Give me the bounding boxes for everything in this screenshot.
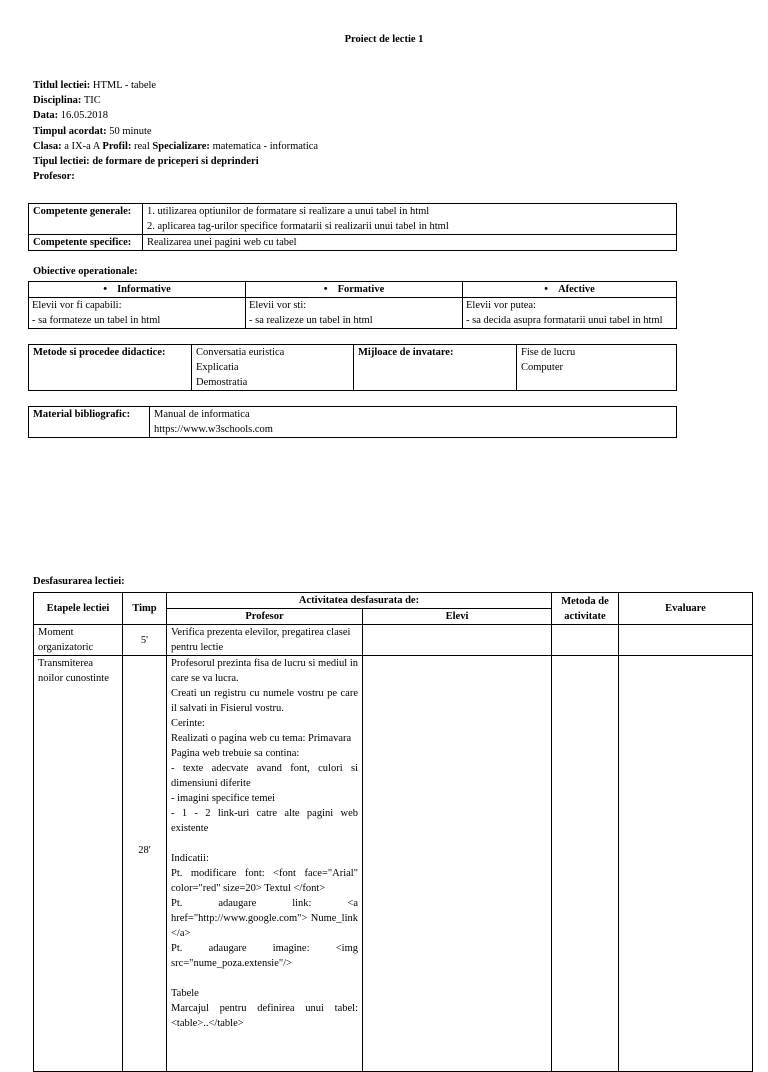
header-metoda: Metoda de activitate — [552, 593, 619, 625]
row2-elevi — [363, 656, 552, 1072]
obiective-formative-cell: Elevii vor sti: - sa realizeze un tabel in html — [246, 298, 463, 329]
header-etape: Etapele lectiei — [34, 593, 123, 625]
info-timp: Timpul acordat: 50 minute — [33, 125, 152, 137]
lesson-info — [33, 79, 318, 185]
obiective-afective-header: • Afective — [463, 282, 677, 298]
metode-table — [28, 344, 677, 391]
row1-profesor: Verifica prezenta elevilor, pregatirea clasei pentru lectie — [167, 625, 363, 656]
metode-value: Conversatia euristica Explicatia Demostratia — [192, 345, 354, 391]
competente-table — [28, 203, 677, 251]
row1-etapa: Moment organizatoric — [34, 625, 123, 656]
info-clasa: Clasa: a IX-a A Profil: real Specializare: matematica - informatica — [33, 140, 319, 152]
info-profesor: Profesor: — [33, 171, 75, 183]
obiective-informative-cell: Elevii vor fi capabili: - sa formateze un tabel in html — [29, 298, 246, 329]
competente-specifice-value: Realizarea unei pagini web cu tabel — [143, 235, 677, 251]
metode-label: Metode si procedee didactice: — [29, 345, 192, 391]
header-timp: Timp — [123, 593, 167, 625]
biblio-value: Manual de informatica https://www.w3schools.com — [150, 407, 677, 438]
biblio-label: Material bibliografic: — [29, 407, 150, 438]
info-disciplina: Disciplina: TIC — [33, 95, 101, 107]
mijloace-value: Fise de lucru Computer — [517, 345, 677, 391]
biblio-table — [28, 406, 677, 438]
obiective-table — [28, 281, 677, 329]
obiective-formative-header: • Formative — [246, 282, 463, 298]
header-activitate: Activitatea desfasurata de: — [167, 593, 552, 609]
desfasurare-table — [33, 592, 753, 1072]
header-elevi: Elevi — [363, 609, 552, 625]
row2-etapa: Transmiterea noilor cunostinte — [34, 656, 123, 1072]
table-row — [34, 656, 753, 1072]
row2-metoda — [552, 656, 619, 1072]
competente-specifice-label: Competente specifice: — [29, 235, 143, 251]
competente-generale-value: 1. utilizarea optiunilor de formatare si realizare a unui tabel in html 2. aplicarea tag-urilor specifice formatarii si realizarii unui tabel in html — [143, 204, 677, 235]
header-evaluare: Evaluare — [619, 593, 753, 625]
header-profesor: Profesor — [167, 609, 363, 625]
row1-elevi — [363, 625, 552, 656]
row2-timp: 28' — [123, 656, 167, 1072]
obiective-label: Obiective operationale: — [33, 266, 138, 277]
mijloace-label: Mijloace de invatare: — [354, 345, 517, 391]
row1-timp: 5' — [123, 625, 167, 656]
document-title: Proiect de lectie 1 — [344, 34, 424, 45]
row1-evaluare — [619, 625, 753, 656]
competente-generale-label: Competente generale: — [29, 204, 143, 235]
desfasurare-label: Desfasurarea lectiei: — [33, 576, 125, 587]
obiective-afective-cell: Elevii vor putea: - sa decida asupra formatarii unui tabel in html — [463, 298, 677, 329]
info-data: Data: 16.05.2018 — [33, 110, 108, 122]
row2-evaluare — [619, 656, 753, 1072]
row2-profesor: Profesorul prezinta fisa de lucru si mediul in care se va lucra. Creati un registru cu numele vostru pe care il salvati in Fisierul vostru. Cerinte: Realizati o pagina web cu tema: Primavara Pagina web trebuie sa contina: - texte adecvate avand font, culori si dimensiuni diferite - imagini specifice temei - 1 - 2 link-uri catre alte pagini web existente Indicatii: Pt. modificare font: <font face="Arial" color="red" size=20> Textul </font> Pt. adaugare link: <a href="http://www.google.com"> Nume_link </a> Pt. adaugare imagine: <img src="nume_poza.extensie"/> Tabele Marcajul pentru definirea unui tabel: <table>..</table> — [167, 656, 363, 1072]
row1-metoda — [552, 625, 619, 656]
table-row — [34, 625, 753, 656]
info-tipul: Tipul lectiei: de formare de priceperi si deprinderi — [33, 155, 259, 167]
obiective-informative-header: • Informative — [29, 282, 246, 298]
info-titlu: Titlul lectiei: HTML - tabele — [33, 80, 157, 91]
